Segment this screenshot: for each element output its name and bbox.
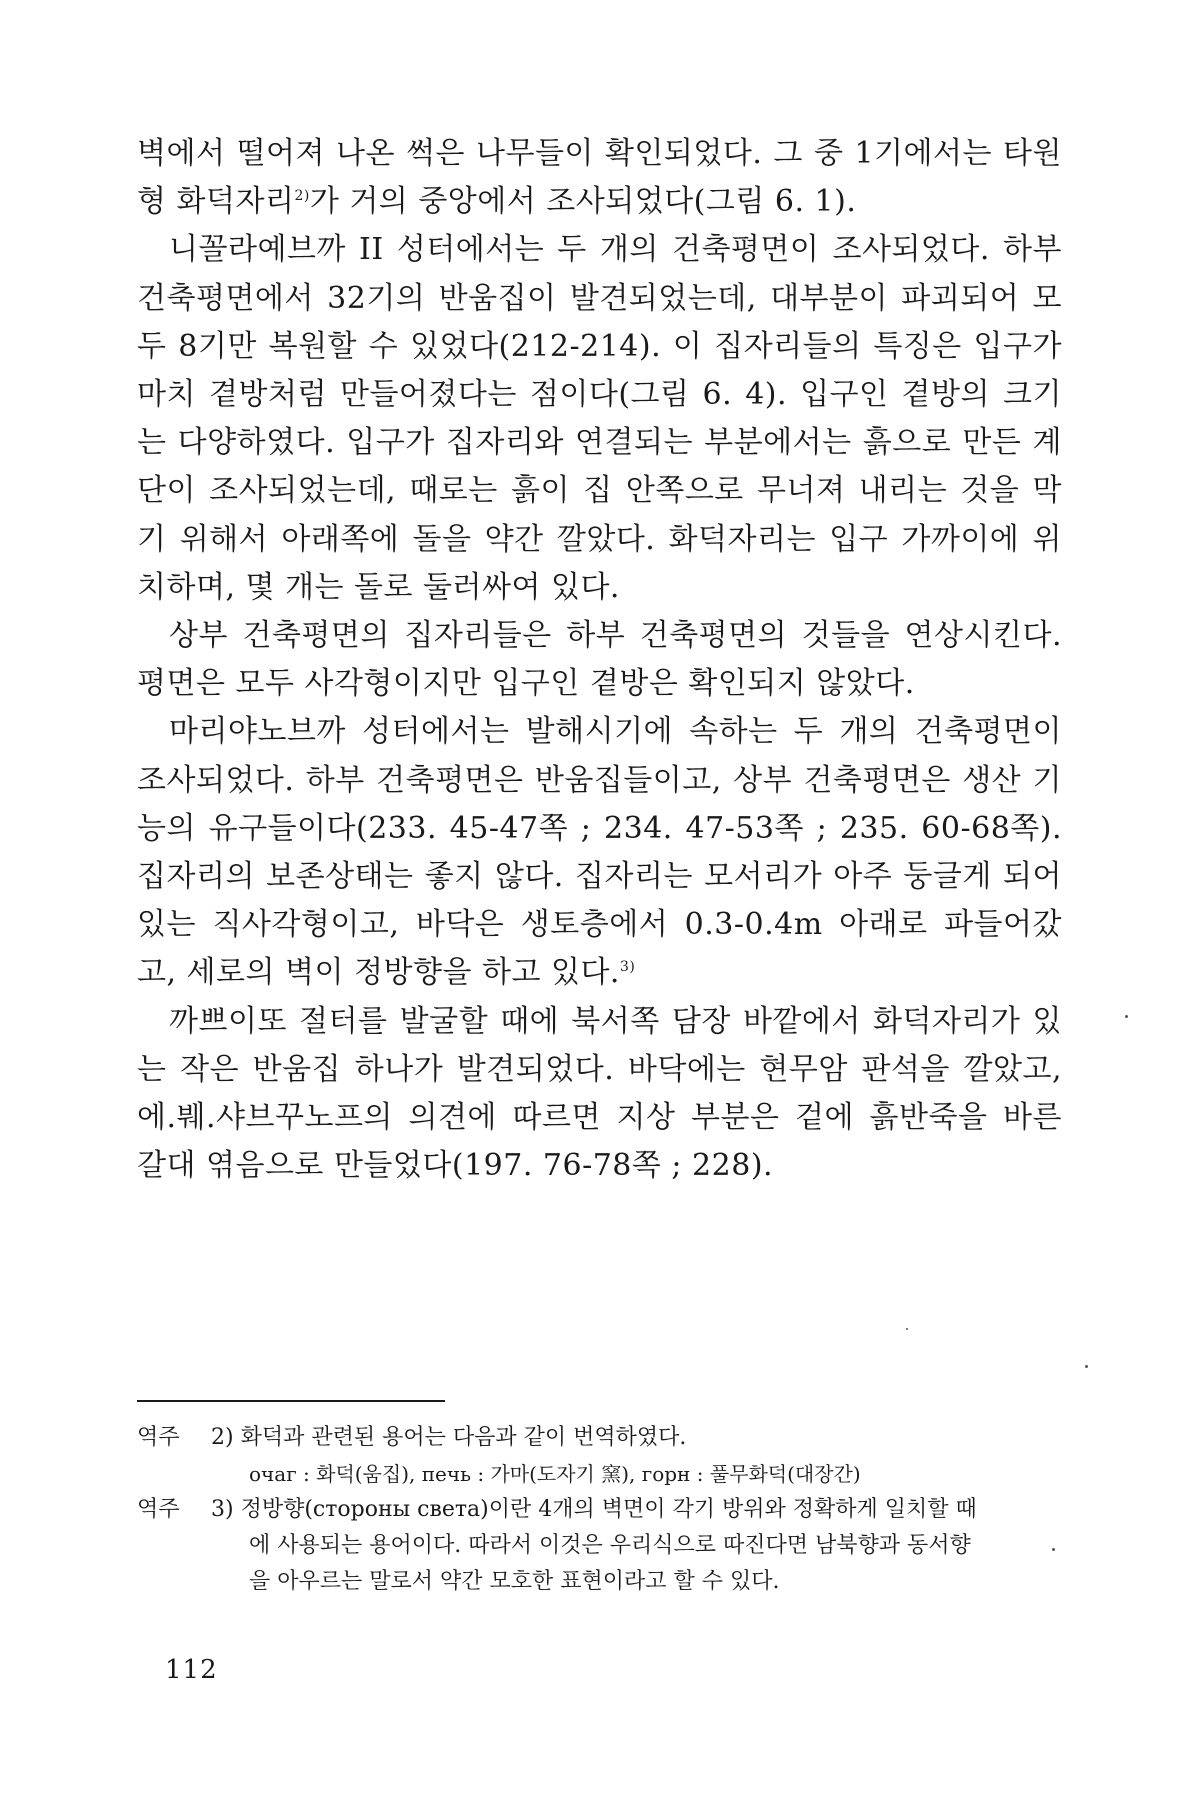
footnote-2-line-1: 2) 화덕과 관련된 용어는 다음과 같이 번역하였다. bbox=[211, 1425, 687, 1450]
footnote-divider bbox=[137, 1400, 445, 1402]
footnote-2-body bbox=[211, 1420, 1062, 1492]
footnote-2 bbox=[137, 1420, 1062, 1492]
paragraph-1 bbox=[137, 130, 1062, 226]
paragraph-4 bbox=[137, 708, 1062, 997]
footnote-2-line-2: очаг : 화덕(움집), печь : 가마(도자기 窯), горн : 풀무화덕(대장간) bbox=[249, 1462, 861, 1486]
paragraph-5: 까쁘이또 절터를 발굴할 때에 북서쪽 담장 바깥에서 화덕자리가 있는 작은 반움집 하나가 발견되었다. 바닥에는 현무암 판석을 깔았고, 에.붸.샤브꾸노프의 의견에 따르면 지상 부분은 겉에 흙반죽을 바른 갈대 엮음으로 만들었다(197. 76-78쪽 ; 228). bbox=[137, 1003, 1062, 1184]
scan-speck bbox=[906, 1328, 908, 1330]
paragraph-1-tail: 가 거의 중앙에서 조사되었다(그림 6. 1). bbox=[309, 184, 857, 220]
paragraph-2: 니꼴라예브까 II 성터에서는 두 개의 건축평면이 조사되었다. 하부 건축평면에서 32기의 반움집이 발견되었는데, 대부분이 파괴되어 모두 8기만 복원할 수 있었다(212-214). 이 집자리들의 특징은 입구가 마치 곁방처럼 만들어졌다는 점이다(그림 6. 4). 입구인 곁방의 크기는 다양하였다. 입구가 집자리와 연결되는 부분에서는 흙으로 만든 계단이 조사되었는데, 때로는 흙이 집 안쪽으로 무너져 내리는 것을 막기 위해서 아래쪽에 돌을 약간 깔았다. 화덕자리는 입구 가까이에 위치하며, 몇 개는 돌로 둘러싸여 있다. bbox=[137, 232, 1062, 605]
page-number: 112 bbox=[165, 1655, 218, 1685]
footnote-ref-3: 3) bbox=[619, 959, 636, 976]
paragraph-3: 상부 건축평면의 집자리들은 하부 건축평면의 것들을 연상시킨다. 평면은 모두 사각형이지만 입구인 곁방은 확인되지 않았다. bbox=[137, 618, 1062, 702]
paragraph-4-text: 마리야노브까 성터에서는 발해시기에 속하는 두 개의 건축평면이 조사되었다. 하부 건축평면은 반움집들이고, 상부 건축평면은 생산 기능의 유구들이다(233. 45-47쪽 ; 234. 47-53쪽 ; 235. 60-68쪽). 집자리의 보존상태는 좋지 않다. 집자리는 모서리가 아주 둥글게 되어 있는 직사각형이고, 바닥은 생토층에서 0.3-0.4m 아래로 파들어갔고, 세로의 벽이 정방향을 하고 있다. bbox=[137, 714, 1062, 991]
footnote-3-line-1: 3) 정방향(стороны света)이란 4개의 벽면이 각기 방위와 정확하게 일치할 때 bbox=[211, 1497, 977, 1522]
footnote-2-label: 역주 bbox=[137, 1425, 180, 1450]
footnote-3-body bbox=[211, 1492, 1062, 1600]
footnote-3-line-2: 에 사용되는 용어이다. 따라서 이것은 우리식으로 따진다면 남북향과 동서향 bbox=[249, 1533, 971, 1558]
footnote-3-label: 역주 bbox=[137, 1497, 180, 1522]
scan-speck bbox=[1052, 1548, 1055, 1551]
footnote-3-line-3: 을 아우르는 말로서 약간 모호한 표현이라고 할 수 있다. bbox=[249, 1569, 780, 1594]
paragraph-1-text: 벽에서 떨어져 나온 썩은 나무들이 확인되었다. 그 중 1기에서는 타원형 화덕자리 bbox=[137, 136, 1062, 220]
footnotes bbox=[137, 1420, 1062, 1600]
scan-speck bbox=[1085, 1365, 1088, 1368]
main-text bbox=[137, 130, 1062, 1190]
footnote-ref-2: 2) bbox=[294, 188, 310, 205]
footnote-3 bbox=[137, 1492, 1062, 1600]
scan-speck bbox=[1125, 1015, 1128, 1018]
